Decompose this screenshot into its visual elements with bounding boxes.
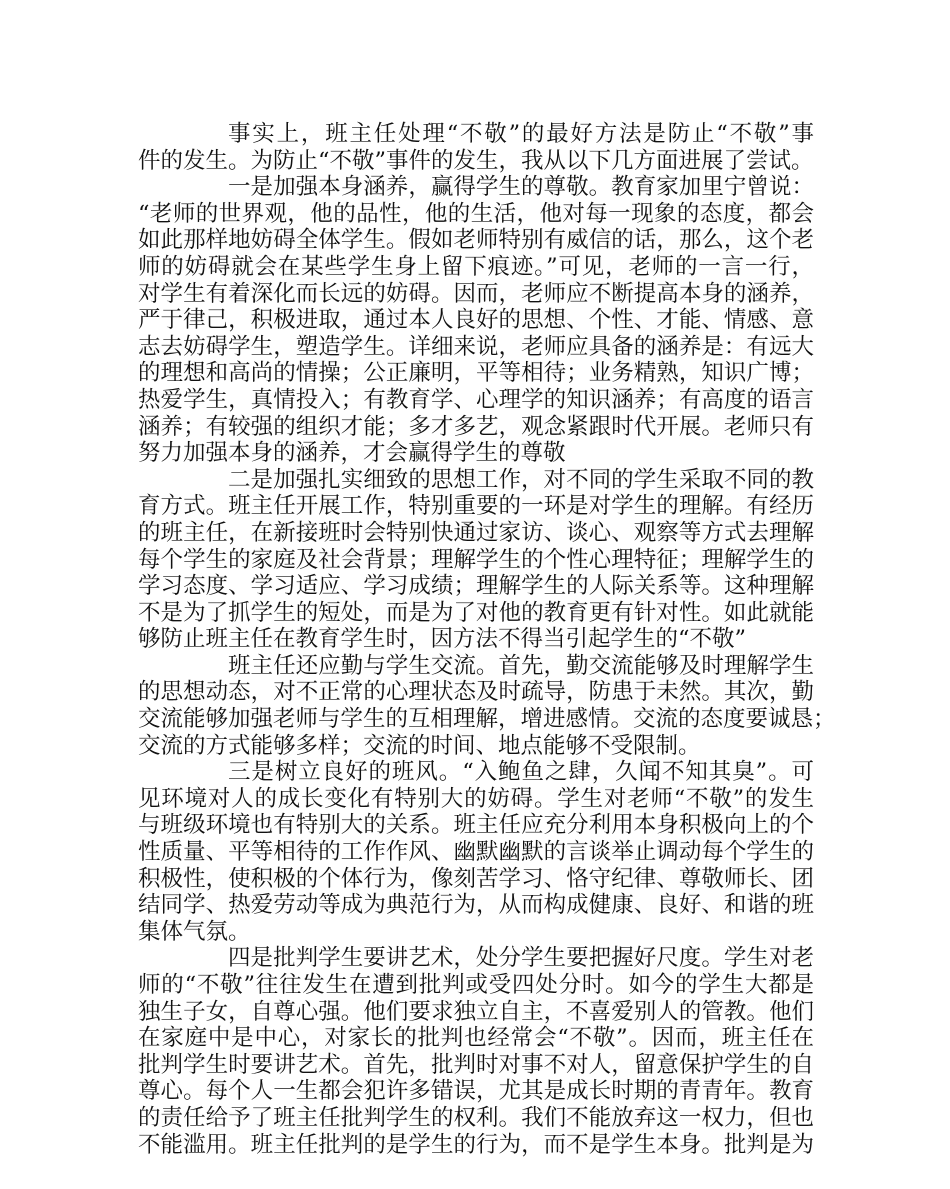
- text-line: 批判学生时要讲艺术。首先，批判时对事不对人，留意保护学生的自: [138, 1051, 814, 1078]
- text-line: 件的发生。为防止“不敬”事件的发生，我从以下几方面进展了尝试。: [138, 147, 814, 174]
- text-line: 积极性，使积极的个体行为，像刻苦学习、恪守纪律、尊敬师长、团: [138, 865, 814, 892]
- text-line: 努力加强本身的涵养，才会赢得学生的尊敬: [138, 440, 566, 467]
- text-line: 的班主任，在新接班时会特别快通过家访、谈心、观察等方式去理解: [138, 519, 814, 546]
- text-line: 一是加强本身涵养，赢得学生的尊敬。教育家加里宁曾说：: [228, 174, 814, 201]
- document-page: [138, 121, 836, 1158]
- text-line: 班主任还应勤与学生交流。首先，勤交流能够及时理解学生: [228, 652, 814, 679]
- text-line: 性质量、平等相待的工作作风、幽默幽默的言谈举止调动每个学生的: [138, 839, 814, 866]
- text-line: 交流能够加强老师与学生的互相理解，增进感情。交流的态度要诚恳；: [138, 706, 836, 733]
- text-line: 师的妨碍就会在某些学生身上留下痕迹。”可见，老师的一言一行，: [138, 253, 814, 280]
- text-line: 育方式。班主任开展工作，特别重要的一环是对学生的理解。有经历: [138, 493, 814, 520]
- text-line: 如此那样地妨碍全体学生。假如老师特别有威信的话，那么，这个老: [138, 227, 814, 254]
- text-line: 热爱学生，真情投入；有教育学、心理学的知识涵养；有高度的语言: [138, 386, 814, 413]
- text-line: 不是为了抓学生的短处，而是为了对他的教育更有针对性。如此就能: [138, 599, 814, 626]
- text-line: 的责任给予了班主任批判学生的权利。我们不能放弃这一权力，但也: [138, 1104, 814, 1131]
- text-line: 对学生有着深化而长远的妨碍。因而，老师应不断提高本身的涵养，: [138, 280, 814, 307]
- text-line: 的思想动态，对不正常的心理状态及时疏导，防患于未然。其次，勤: [138, 679, 814, 706]
- text-line: 每个学生的家庭及社会背景；理解学生的个性心理特征；理解学生的: [138, 546, 814, 573]
- text-line: 尊心。每个人一生都会犯许多错误，尤其是成长时期的青青年。教育: [138, 1078, 814, 1105]
- text-line: 在家庭中是中心，对家长的批判也经常会“不敬”。因而，班主任在: [138, 1025, 814, 1052]
- text-line: 不能滥用。班主任批判的是学生的行为，而不是学生本身。批判是为: [138, 1131, 814, 1158]
- text-line: 事实上，班主任处理“不敬”的最好方法是防止“不敬”事: [228, 121, 814, 147]
- text-line: 交流的方式能够多样；交流的时间、地点能够不受限制。: [138, 732, 701, 759]
- text-line: 够防止班主任在教育学生时，因方法不得当引起学生的“不敬”: [138, 626, 747, 653]
- text-line: 集体气氛。: [138, 918, 251, 945]
- text-line: 志去妨碍学生，塑造学生。详细来说，老师应具备的涵养是：有远大: [138, 333, 814, 360]
- text-line: 师的“不敬”往往发生在遭到批判或受四处分时。如今的学生大都是: [138, 972, 814, 998]
- text-line: 与班级环境也有特别大的关系。班主任应充分利用本身积极向上的个: [138, 812, 814, 839]
- text-line: “老师的世界观，他的品性，他的生活，他对每一现象的态度，都会: [138, 200, 814, 227]
- text-line: 二是加强扎实细致的思想工作，对不同的学生采取不同的教: [228, 466, 814, 493]
- text-line: 见环境对人的成长变化有特别大的妨碍。学生对老师“不敬”的发生: [138, 785, 814, 812]
- text-line: 的理想和高尚的情操；公正廉明，平等相待；业务精熟，知识广博；: [138, 360, 814, 387]
- text-line: 严于律己，积极进取，通过本人良好的思想、个性、才能、情感、意: [138, 307, 814, 334]
- text-line: 四是批判学生要讲艺术，处分学生要把握好尺度。学生对老: [228, 945, 814, 972]
- text-line: 结同学、热爱劳动等成为典范行为，从而构成健康、良好、和谐的班: [138, 892, 814, 919]
- text-line: 学习态度、学习适应、学习成绩；理解学生的人际关系等。这种理解: [138, 573, 814, 600]
- text-line: 三是树立良好的班风。“入鲍鱼之肆，久闻不知其臭”。可: [228, 759, 814, 786]
- text-line: 涵养；有较强的组织才能；多才多艺，观念紧跟时代开展。老师只有: [138, 413, 814, 440]
- text-line: 独生子女，自尊心强。他们要求独立自主，不喜爱别人的管教。他们: [138, 998, 814, 1025]
